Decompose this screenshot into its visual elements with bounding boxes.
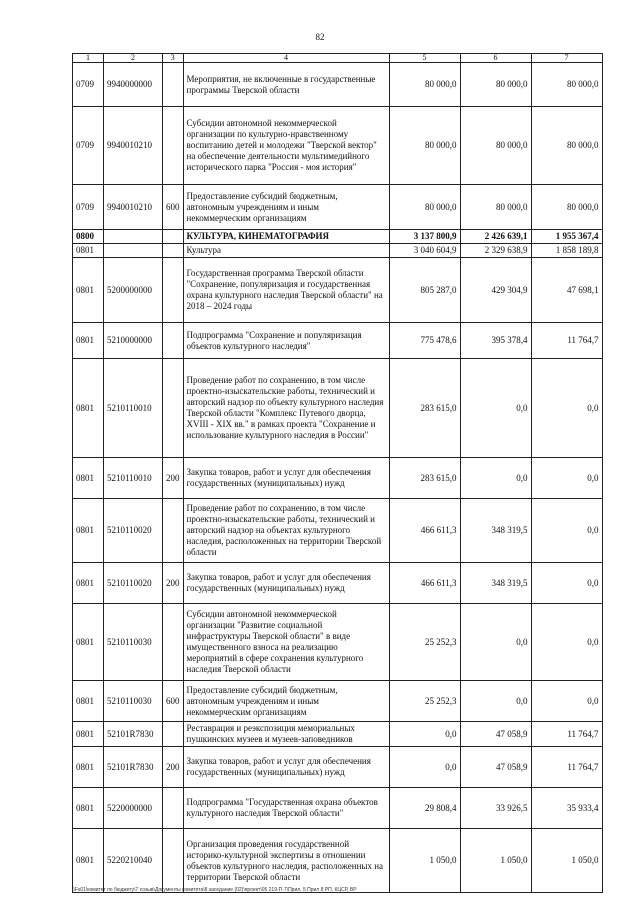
target-article-code-cell: 9940010210 — [104, 107, 163, 185]
amount-year-2-cell: 2 329 638,9 — [460, 244, 531, 258]
amount-year-2-cell: 0,0 — [460, 681, 531, 722]
item-description-cell: Проведение работ по сохранению, в том числе проектно-изыскательские работы, технический и авторский надзор на объектах культурного наследия, расположенных на территории Тверской области — [183, 499, 389, 563]
item-description-cell: Реставрация и реэкспозиция мемориальных пушкинских музеев и музеев-заповедников — [183, 722, 389, 747]
amount-year-1-cell: 3 040 604,9 — [389, 244, 460, 258]
budget-table — [72, 53, 603, 893]
amount-year-3-cell: 0,0 — [531, 604, 602, 681]
amount-year-2-cell: 1 050,0 — [460, 829, 531, 893]
header-cell: 2 — [104, 54, 163, 63]
table-row — [73, 747, 603, 788]
target-article-code-cell: 5210110010 — [104, 359, 163, 458]
table-row — [73, 107, 603, 185]
item-description-cell: Мероприятия, не включенные в государственные программы Тверской области — [183, 63, 389, 107]
target-article-code-cell: 5220000000 — [104, 788, 163, 829]
amount-year-2-cell: 47 058,9 — [460, 722, 531, 747]
section-code-cell: 0801 — [73, 359, 104, 458]
amount-year-1-cell: 25 252,3 — [389, 604, 460, 681]
amount-year-1-cell: 80 000,0 — [389, 107, 460, 185]
table-row — [73, 681, 603, 722]
table-row — [73, 185, 603, 230]
amount-year-2-cell: 80 000,0 — [460, 107, 531, 185]
section-code-cell: 0801 — [73, 747, 104, 788]
amount-year-2-cell: 0,0 — [460, 604, 531, 681]
target-article-code-cell: 5210110010 — [104, 458, 163, 499]
table-row — [73, 323, 603, 359]
table-row — [73, 604, 603, 681]
amount-year-3-cell: 11 764,7 — [531, 323, 602, 359]
expense-type-code-cell — [163, 788, 184, 829]
amount-year-3-cell: 0,0 — [531, 458, 602, 499]
item-description-cell: Организация проведения государственной историко-культурной экспертизы в отношении объектов культурного наследия, расположенных на территории Тверской области — [183, 829, 389, 893]
target-article-code-cell: 9940010210 — [104, 185, 163, 230]
item-description-cell: Закупка товаров, работ и услуг для обеспечения государственных (муниципальных) нужд — [183, 458, 389, 499]
page-number: 82 — [315, 32, 325, 42]
section-code-cell: 0801 — [73, 258, 104, 323]
amount-year-1-cell: 3 137 800,9 — [389, 230, 460, 244]
amount-year-2-cell: 2 426 639,1 — [460, 230, 531, 244]
amount-year-3-cell: 80 000,0 — [531, 63, 602, 107]
expense-type-code-cell — [163, 359, 184, 458]
section-code-cell: 0801 — [73, 563, 104, 604]
item-description-cell: Субсидии автономной некоммерческой организации по культурно-нравственному воспитанию детей и молодежи "Тверской вектор" на обеспечение деятельности мультимедийного исторического парка "Россия - моя история" — [183, 107, 389, 185]
amount-year-1-cell: 25 252,3 — [389, 681, 460, 722]
amount-year-3-cell: 0,0 — [531, 563, 602, 604]
table-row — [73, 258, 603, 323]
amount-year-3-cell: 1 050,0 — [531, 829, 602, 893]
table-row — [73, 563, 603, 604]
amount-year-3-cell: 1 955 367,4 — [531, 230, 602, 244]
item-description-cell: Государственная программа Тверской области "Сохранение, популяризация и государственная охрана культурного наследия Тверской области" на 2018 – 2024 годы — [183, 258, 389, 323]
section-code-cell: 0800 — [73, 230, 104, 244]
expense-type-code-cell — [163, 829, 184, 893]
item-description-cell: Субсидии автономной некоммерческой организации "Развитие социальной инфраструктуры Тверской области" в виде имущественного взноса на реализацию мероприятий в сфере сохранения культурного наследия Тверской области — [183, 604, 389, 681]
section-code-cell: 0801 — [73, 681, 104, 722]
amount-year-1-cell: 283 615,0 — [389, 359, 460, 458]
amount-year-2-cell: 348 319,5 — [460, 563, 531, 604]
expense-type-code-cell: 200 — [163, 747, 184, 788]
item-description-cell: Проведение работ по сохранению, в том числе проектно-изыскательские работы, технический и авторский надзор по объекту культурного наследия Тверской области "Комплекс Путевого дворца, XVIII - XIX вв." в рамках проекта "Сохранение и использование культурного наследия в России" — [183, 359, 389, 458]
header-cell: 1 — [73, 54, 104, 63]
section-code-cell: 0709 — [73, 63, 104, 107]
amount-year-1-cell: 29 808,4 — [389, 788, 460, 829]
expense-type-code-cell: 600 — [163, 185, 184, 230]
section-code-cell: 0709 — [73, 185, 104, 230]
amount-year-2-cell: 80 000,0 — [460, 185, 531, 230]
amount-year-3-cell: 35 933,4 — [531, 788, 602, 829]
section-code-cell: 0801 — [73, 244, 104, 258]
amount-year-3-cell: 80 000,0 — [531, 185, 602, 230]
expense-type-code-cell — [163, 499, 184, 563]
file-path-footer: \\Fs01\комитет по бюджету\7 созыв\Документы комитета\8 заседание (02)\проект\05 219-П-7\Прил. 5 Прил 8 РП, КЦСР, ВР — [72, 887, 357, 893]
amount-year-1-cell: 80 000,0 — [389, 185, 460, 230]
expense-type-code-cell — [163, 323, 184, 359]
amount-year-3-cell: 0,0 — [531, 499, 602, 563]
target-article-code-cell: 5220210040 — [104, 829, 163, 893]
amount-year-1-cell: 0,0 — [389, 747, 460, 788]
amount-year-1-cell: 775 478,6 — [389, 323, 460, 359]
item-description-cell: Закупка товаров, работ и услуг для обеспечения государственных (муниципальных) нужд — [183, 747, 389, 788]
amount-year-2-cell: 395 378,4 — [460, 323, 531, 359]
section-code-cell: 0801 — [73, 323, 104, 359]
target-article-code-cell — [104, 244, 163, 258]
amount-year-3-cell: 47 698,1 — [531, 258, 602, 323]
section-code-cell: 0801 — [73, 458, 104, 499]
amount-year-1-cell: 1 050,0 — [389, 829, 460, 893]
section-code-cell: 0709 — [73, 107, 104, 185]
header-cell: 5 — [389, 54, 460, 63]
target-article-code-cell: 5210110030 — [104, 604, 163, 681]
table-row — [73, 63, 603, 107]
table-row — [73, 230, 603, 244]
item-description-cell: Подпрограмма "Сохранение и популяризация объектов культурного наследия" — [183, 323, 389, 359]
item-description-cell: КУЛЬТУРА, КИНЕМАТОГРАФИЯ — [183, 230, 389, 244]
expense-type-code-cell: 200 — [163, 563, 184, 604]
amount-year-2-cell: 0,0 — [460, 359, 531, 458]
amount-year-2-cell: 47 058,9 — [460, 747, 531, 788]
target-article-code-cell: 52101R7830 — [104, 722, 163, 747]
item-description-cell: Предоставление субсидий бюджетным, автономным учреждениям и иным некоммерческим организациям — [183, 681, 389, 722]
header-cell: 4 — [183, 54, 389, 63]
amount-year-2-cell: 0,0 — [460, 458, 531, 499]
expense-type-code-cell — [163, 258, 184, 323]
expense-type-code-cell — [163, 244, 184, 258]
target-article-code-cell: 5210000000 — [104, 323, 163, 359]
target-article-code-cell: 5210110030 — [104, 681, 163, 722]
target-article-code-cell: 5210110020 — [104, 563, 163, 604]
item-description-cell: Закупка товаров, работ и услуг для обеспечения государственных (муниципальных) нужд — [183, 563, 389, 604]
expense-type-code-cell: 600 — [163, 681, 184, 722]
amount-year-1-cell: 0,0 — [389, 722, 460, 747]
target-article-code-cell: 5200000000 — [104, 258, 163, 323]
expense-type-code-cell — [163, 230, 184, 244]
amount-year-3-cell: 1 858 189,8 — [531, 244, 602, 258]
section-code-cell: 0801 — [73, 499, 104, 563]
target-article-code-cell: 5210110020 — [104, 499, 163, 563]
amount-year-2-cell: 80 000,0 — [460, 63, 531, 107]
item-description-cell: Предоставление субсидий бюджетным, автономным учреждениям и иным некоммерческим организациям — [183, 185, 389, 230]
amount-year-3-cell: 80 000,0 — [531, 107, 602, 185]
header-cell: 6 — [460, 54, 531, 63]
expense-type-code-cell: 200 — [163, 458, 184, 499]
amount-year-2-cell: 429 304,9 — [460, 258, 531, 323]
table-row — [73, 788, 603, 829]
target-article-code-cell: 52101R7830 — [104, 747, 163, 788]
expense-type-code-cell — [163, 604, 184, 681]
target-article-code-cell — [104, 230, 163, 244]
amount-year-1-cell: 805 287,0 — [389, 258, 460, 323]
section-code-cell: 0801 — [73, 722, 104, 747]
expense-type-code-cell — [163, 107, 184, 185]
amount-year-1-cell: 466 611,3 — [389, 499, 460, 563]
section-code-cell: 0801 — [73, 788, 104, 829]
table-row — [73, 244, 603, 258]
expense-type-code-cell — [163, 63, 184, 107]
amount-year-3-cell: 0,0 — [531, 359, 602, 458]
item-description-cell: Культура — [183, 244, 389, 258]
amount-year-3-cell: 11 764,7 — [531, 722, 602, 747]
section-code-cell: 0801 — [73, 604, 104, 681]
header-cell: 3 — [163, 54, 184, 63]
item-description-cell: Подпрограмма "Государственная охрана объектов культурного наследия Тверской области" — [183, 788, 389, 829]
amount-year-2-cell: 348 319,5 — [460, 499, 531, 563]
amount-year-1-cell: 80 000,0 — [389, 63, 460, 107]
amount-year-1-cell: 283 615,0 — [389, 458, 460, 499]
target-article-code-cell: 9940000000 — [104, 63, 163, 107]
table-row — [73, 359, 603, 458]
table-row — [73, 722, 603, 747]
section-code-cell: 0801 — [73, 829, 104, 893]
amount-year-2-cell: 33 926,5 — [460, 788, 531, 829]
table-row — [73, 829, 603, 893]
header-cell: 7 — [531, 54, 602, 63]
table-row — [73, 458, 603, 499]
amount-year-3-cell: 0,0 — [531, 681, 602, 722]
amount-year-3-cell: 11 764,7 — [531, 747, 602, 788]
header-row — [73, 54, 603, 63]
amount-year-1-cell: 466 611,3 — [389, 563, 460, 604]
expense-type-code-cell — [163, 722, 184, 747]
table-row — [73, 499, 603, 563]
